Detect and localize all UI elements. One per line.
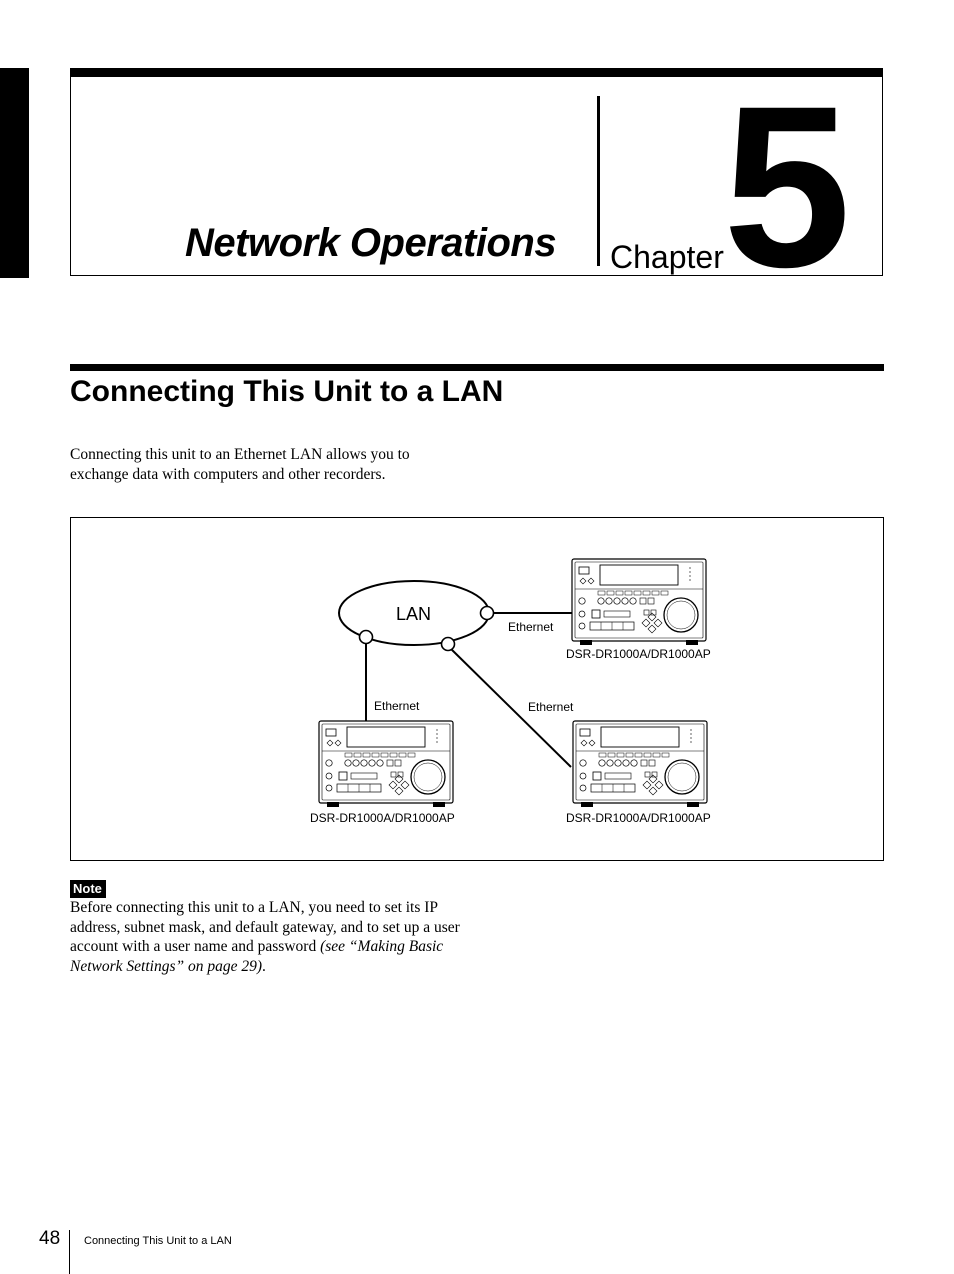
footer-rule — [69, 1230, 70, 1274]
note-reference: (see “Making Basic Network Settings” on page 29) — [70, 938, 444, 975]
device-label-bottom-right: DSR-DR1000A/DR1000AP — [566, 811, 711, 825]
ethernet-label-top-right: Ethernet — [508, 620, 554, 634]
note-text — [70, 898, 470, 976]
lan-label: LAN — [396, 604, 432, 624]
note-body: Before connecting this unit to a LAN, you need to set its IP address, subnet mask, and default gateway, and to set up a user account with a user name and password — [70, 899, 460, 955]
chapter-number: 5 — [723, 58, 847, 315]
lan-port-right — [481, 607, 494, 620]
chapter-title: Network Operations — [185, 221, 557, 265]
ethernet-label-bottom-right: Ethernet — [528, 700, 574, 714]
intro-paragraph: Connecting this unit to an Ethernet LAN allows you to exchange data with computers and other recorders. — [70, 446, 410, 483]
chapter-side-tab — [0, 68, 29, 278]
recorder-bottom-right — [573, 721, 707, 807]
section-title: Connecting This Unit to a LAN — [70, 375, 504, 408]
running-footer-title: Connecting This Unit to a LAN — [84, 1235, 232, 1247]
note-end: . — [262, 957, 266, 975]
chapter-header — [70, 58, 883, 315]
lan-port-bottom-right — [442, 638, 455, 651]
lan-connection-diagram — [70, 517, 884, 861]
section-rule — [70, 364, 884, 371]
page-number: 48 — [39, 1228, 61, 1249]
diagram-drawing — [71, 518, 883, 860]
lan-port-bottom-left — [360, 631, 373, 644]
recorder-bottom-left — [319, 721, 453, 807]
device-label-top-right: DSR-DR1000A/DR1000AP — [566, 647, 711, 661]
note-badge: Note — [70, 880, 106, 898]
ethernet-label-bottom-left: Ethernet — [374, 699, 420, 713]
chapter-divider — [597, 96, 600, 266]
chapter-label: Chapter — [610, 239, 724, 275]
device-label-bottom-left: DSR-DR1000A/DR1000AP — [310, 811, 455, 825]
recorder-top-right — [572, 559, 706, 645]
